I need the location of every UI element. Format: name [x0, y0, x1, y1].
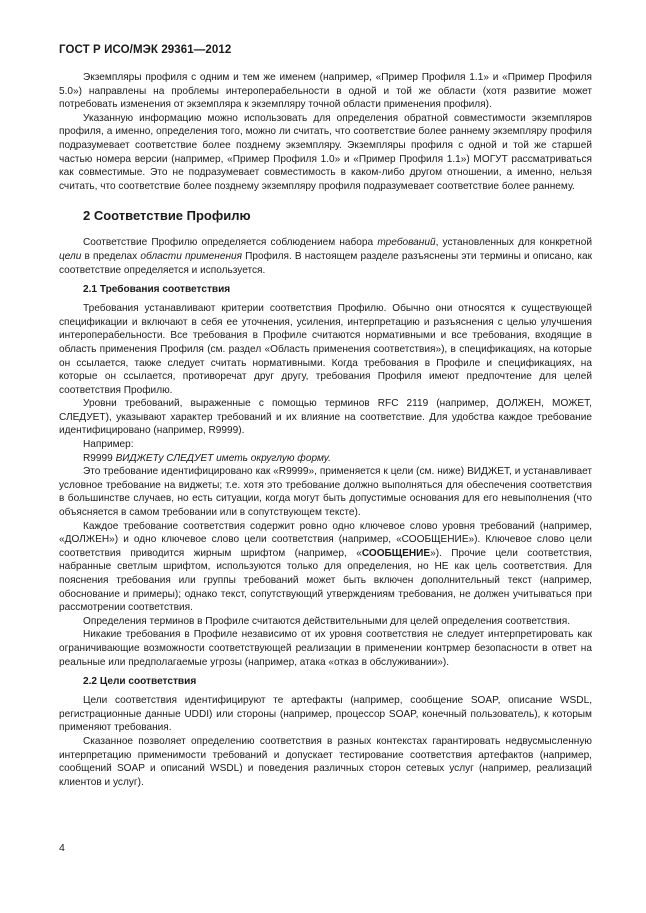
term-italic: области применения — [140, 250, 243, 262]
paragraph: Определения терминов в Профиле считаются действительными для целей определения соответствия. — [83, 615, 571, 627]
page-number: 4 — [59, 842, 65, 854]
paragraph — [59, 520, 592, 615]
term-italic: цели — [59, 250, 82, 262]
text-run: Профиля. В настоящем разделе разъяснены эти термины и описано, как соответствие определяется и используется. — [59, 250, 592, 276]
requirement-text: ВИДЖЕТу СЛЕДУЕТ иметь округлую форму. — [115, 452, 331, 464]
term-italic: требований — [377, 237, 436, 249]
paragraph: Требования устанавливают критерии соответствия Профилю. Обычно они относятся к существующей спецификации и включают в себя ее уточнения, усиления, интерпретацию и разъяснения с целью улучшения интероперабельности. Все требования в Профиле считаются нормативными и все требования, входящие в область применения Профиля (см. раздел «Область применения соответствия»), в спецификациях, на которые он ссылается, также следует считать нормативными. Когда требования в Профиле и спецификациях, на которые он ссылается, противоречат друг другу, требования Профиля имеют предпочтение для целей соответствия Профилю. — [59, 303, 592, 396]
page-content — [59, 71, 592, 789]
example-requirement — [59, 452, 592, 466]
paragraph: Указанную информацию можно использовать для определения обратной совместимости экземпляров профиля, а именно, определения того, можно ли считать, что соответствие более раннему экземпляру профиля подразумевает соответствие более позднему экземпляру. Экземпляры профиля с одной и той же старшей частью номера версии (например, «Пример Профиля 1.0» и «Пример Профиля 1.1») МОГУТ рассматриваться как совместимые. Это не подразумевает совместимость в каком-либо другом отношении, а именно, нельзя считать, что соответствие более позднему экземпляру профиля подразумевает соответствие более раннему. — [59, 112, 592, 192]
text-run: Соответствие Профилю определяется соблюдением набора — [83, 237, 378, 249]
paragraph: Экземпляры профиля с одним и тем же именем (например, «Пример Профиля 1.1» и «Пример Профиля 5.0») направлены на проблемы интероперабельности в одной и той же области (хотя развитие может потребовать изменения от экземпляра к экземпляру точной области применения профиля). — [59, 72, 592, 111]
subsection-heading: 2.2 Цели соответствия — [83, 676, 197, 688]
paragraph: Это требование идентифицировано как «R9999», применяется к цели (см. ниже) ВИДЖЕТ, и устанавливает условное требование на виджеты; т.е. хотя это требование должно выполняться для обеспечения соответствия в большинстве случаев, но есть ситуации, когда могут быть допустимые основания для его невыполнения (что объясняется в самом требовании или в сопутствующем тексте). — [59, 466, 592, 519]
paragraph: Уровни требований, выраженные с помощью терминов RFC 2119 (например, ДОЛЖЕН, МОЖЕТ, СЛЕДУЕТ), указывают характер требований и их влияние на соответствие. Для удобства каждое требование идентифицировано (например, R9999). — [59, 398, 592, 437]
keyword-bold: СООБЩЕНИЕ — [361, 547, 431, 559]
example-label: Например: — [83, 439, 134, 451]
text-run: »). Прочие цели соответствия, набранные светлым шрифтом, используются только для определения, но НЕ как цель соответствия. Для пояснения требования или группы требований может быть включен дополнительный текст (например, обоснование и примеры); однако текст, сопутствующий утверждениям требования, не должен учитываться при рассмотрении соответствия. — [59, 547, 592, 614]
text-run: в пределах — [81, 250, 141, 262]
section-heading: 2 Соответствие Профилю — [83, 208, 251, 224]
requirement-id: R9999 — [83, 452, 116, 464]
paragraph — [59, 236, 592, 277]
paragraph: Сказанное позволяет определению соответствия в разных контекстах гарантировать недвусмысленную интерпретацию применимости требований и допускает тестирование соответствия артефактов (например, сообщений SOAP и описаний WSDL) и поведения различных сторон сетевых услуг (например, реализаций клиентов и услуг). — [59, 735, 592, 788]
paragraph: Никакие требования в Профиле независимо от их уровня соответствия не следует интерпретировать как ограничивающие возможности соответствующей реализации в применении контрмер безопасности в ответ на реальные или предполагаемые угрозы (например, атака «отказ в обслуживании»). — [59, 629, 592, 668]
paragraph: Цели соответствия идентифицируют те артефакты (например, сообщение SOAP, описание WSDL, регистрационные данные UDDI) или стороны (например, процессор SOAP, конечный пользователь), к которым применяют требования. — [59, 695, 592, 734]
standard-header: ГОСТ Р ИСО/МЭК 29361—2012 — [59, 44, 232, 56]
text-run: , установленных для конкретной — [435, 237, 592, 249]
subsection-heading: 2.1 Требования соответствия — [83, 284, 231, 296]
text-run: Каждое требование соответствия содержит ровно одно ключевое слово уровня требований (например, «ДОЛЖЕН») и одно ключевое слово цели соответствия (например, «СООБЩЕНИЕ»). Ключевое слово цели соответствия приводится жирным шрифтом (например, « — [59, 520, 592, 559]
